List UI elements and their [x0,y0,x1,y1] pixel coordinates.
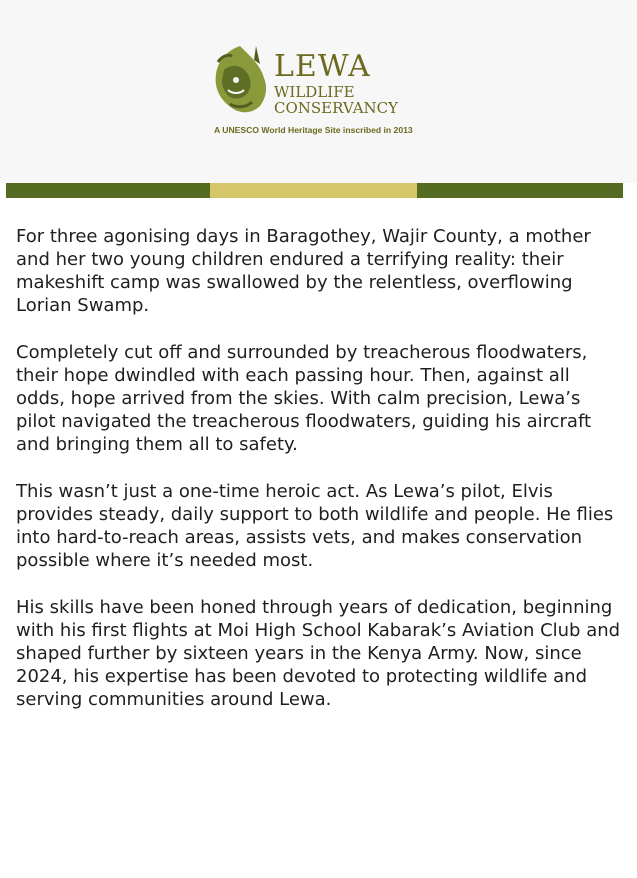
divider-stripe-left [6,183,210,198]
divider-stripe-right [417,183,623,198]
rhino-emblem-icon [210,42,270,118]
article-paragraph: Completely cut off and surrounded by treacherous floodwaters, their hope dwindled with each passing hour. Then, against all odds, hope arrived from the skies. With calm precision, Lewa’s pilot navigated the treacherous floodwaters, guiding his aircraft and bringing them all to safety. [16,342,592,455]
logo-tagline: A UNESCO World Heritage Site inscribed in 2013 [214,125,413,135]
header [0,0,637,183]
logo-subtitle-1: WILDLIFE [274,83,355,101]
article-body [16,225,621,735]
logo-subtitle-2: CONSERVANCY [274,99,399,117]
article-paragraph: For three agonising days in Baragothey, Wajir County, a mother and her two young children endured a terrifying reality: their makeshift camp was swallowed by the relentless, overflowing Lorian Swamp. [16,226,591,316]
logo-title: LEWA [274,49,371,84]
article-paragraph: His skills have been honed through years of dedication, beginning with his first flights at Moi High School Kabarak’s Aviation Club and shaped further by sixteen years in the Kenya Army. Now, since 2024, his expertise has been devoted to protecting wildlife and serving communities around Lewa. [16,597,621,710]
divider-stripe-middle [210,183,417,198]
article-paragraph: This wasn’t just a one-time heroic act. As Lewa’s pilot, Elvis provides steady, daily support to both wildlife and people. He flies into hard-to-reach areas, assists vets, and makes conservation possible where it’s needed most. [16,481,614,571]
lewa-logo[interactable] [210,42,420,142]
